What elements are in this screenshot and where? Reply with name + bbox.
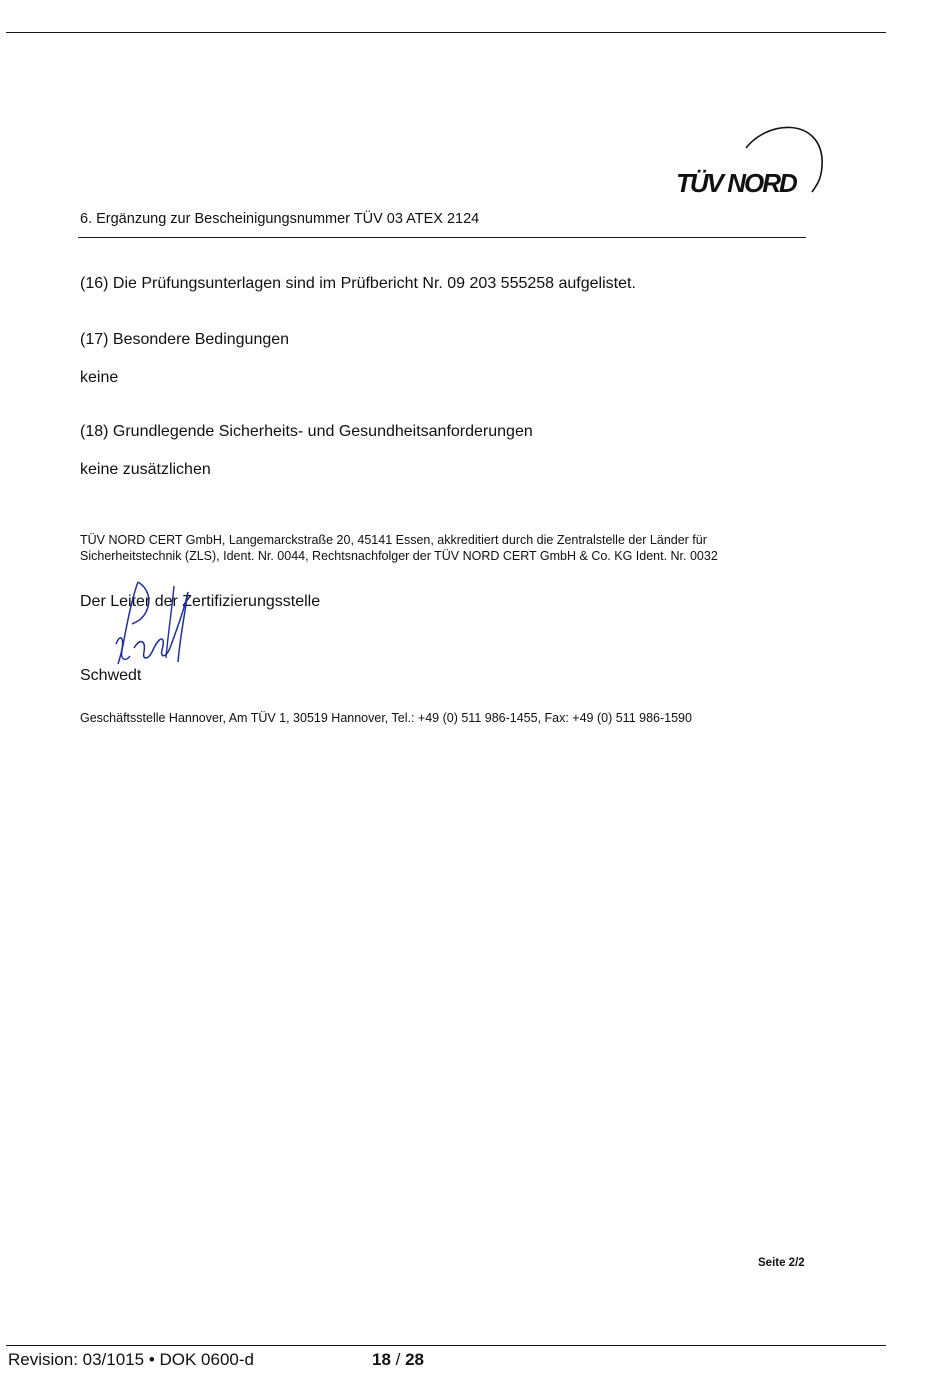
footer-rule bbox=[6, 1345, 886, 1346]
tuv-nord-logo bbox=[672, 118, 832, 198]
item-17-heading: (17) Besondere Bedingungen bbox=[80, 331, 290, 348]
office-address: Geschäftsstelle Hannover, Am TÜV 1, 30519 Hannover, Tel.: +49 (0) 511 986-1455, Fax: +49 (0) 511 986-1590 bbox=[80, 711, 692, 725]
item-16-text: (16) Die Prüfungsunterlagen sind im Prüfbericht Nr. 09 203 555258 aufgelistet. bbox=[80, 275, 636, 292]
footer-page-number bbox=[372, 1350, 424, 1370]
signatory-title: Der Leiter der Zertifizierungsstelle bbox=[80, 593, 321, 610]
header-rule bbox=[78, 237, 806, 238]
footer-page-current: 18 bbox=[372, 1350, 391, 1369]
footer-revision: Revision: 03/1015 • DOK 0600-d bbox=[8, 1350, 254, 1369]
cert-body-line-1: TÜV NORD CERT GmbH, Langemarckstraße 20, 45141 Essen, akkreditiert durch die Zentralstelle der Länder für bbox=[80, 533, 707, 547]
logo-brand-text: TÜV NORD bbox=[676, 168, 796, 198]
footer-page-separator: / bbox=[390, 1350, 406, 1369]
item-18-value: keine zusätzlichen bbox=[80, 461, 211, 478]
page-indicator: Seite 2/2 bbox=[758, 1257, 805, 1269]
top-rule bbox=[6, 32, 886, 33]
signatory-name: Schwedt bbox=[80, 667, 142, 684]
footer-page-total: 28 bbox=[405, 1350, 425, 1369]
handwritten-signature bbox=[108, 578, 208, 668]
item-17-value: keine bbox=[80, 369, 119, 386]
certificate-header: 6. Ergänzung zur Bescheinigungsnummer TÜV 03 ATEX 2124 bbox=[80, 211, 480, 227]
cert-body-line-2: Sicherheitstechnik (ZLS), Ident. Nr. 0044, Rechtsnachfolger der TÜV NORD CERT GmbH & Co. KG Ident. Nr. 0032 bbox=[80, 549, 718, 563]
item-18-heading: (18) Grundlegende Sicherheits- und Gesundheitsanforderungen bbox=[80, 423, 533, 440]
